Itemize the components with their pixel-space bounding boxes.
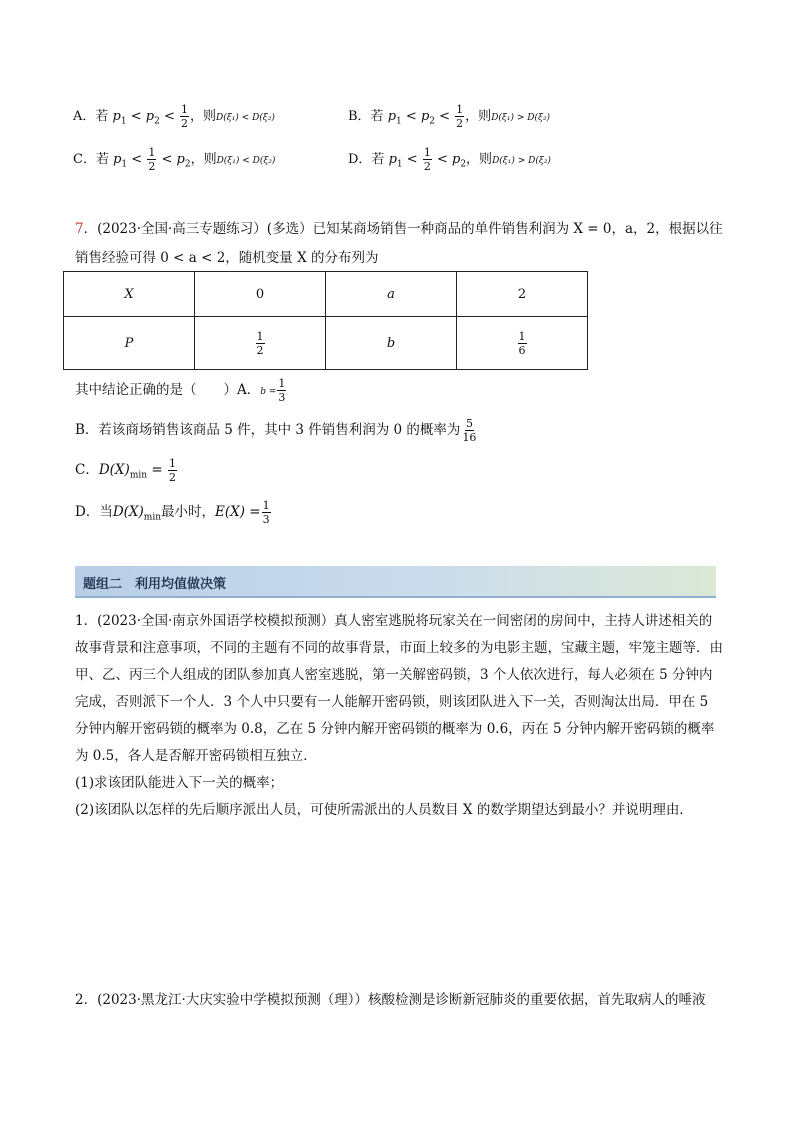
option-c-result: D(ξ₁) < D(ξ₂) [216, 156, 276, 166]
den: 3 [278, 391, 286, 404]
q7-line1 [75, 217, 723, 237]
table-row [64, 272, 588, 317]
problem-1-line: 完成，否则派下一个人．3 个人中只要有一人能解开密码锁，则该团队进入下一关，否则淘汰出局．甲在 5 [75, 694, 709, 710]
q7-option-d [75, 500, 272, 525]
d-expr2: E(X) = [215, 504, 261, 520]
then: ，则 [465, 109, 492, 124]
section-title: 题组二 利用均值做决策 [83, 577, 227, 592]
num: 1 [168, 457, 176, 470]
table-cell [457, 317, 588, 370]
section-header [75, 566, 716, 598]
den: 2 [256, 343, 264, 357]
problem-1-line: 1．(2023·全国·南京外国语学校模拟预测）真人密室逃脱将玩家关在一间密闭的房间中，主持人讲述相关的 [75, 613, 713, 629]
den: 16 [462, 431, 477, 444]
op: < [432, 152, 452, 167]
den: 6 [518, 343, 526, 357]
problem-2-line: 2．(2023·黑龙江·大庆实验中学模拟预测（理））核酸检测是诊断新冠肺炎的重要依据，首先取病人的唾液 [75, 992, 706, 1008]
option-d-label: D．若 [348, 152, 385, 167]
problem-1-line: 为 0.5，各人是否解开密码锁相互独立． [75, 748, 317, 764]
num: 1 [181, 103, 188, 116]
num: 1 [148, 146, 156, 159]
option-d-result: D(ξ₁) > D(ξ₂) [492, 156, 551, 166]
c-expr: D(X) [98, 462, 130, 478]
op: < [157, 152, 177, 167]
q7-line2: 销售经验可得 0 < a < 2，随机变量 X 的分布列为 [75, 250, 379, 266]
min-sub: min [129, 470, 148, 481]
fraction-third [262, 500, 271, 525]
op: < [435, 109, 455, 124]
den: 2 [423, 160, 431, 173]
table-row [64, 317, 588, 370]
question-number: 7 [75, 221, 84, 237]
option-c: C．若 $p_1$ < $\frac{1}{2}$ < $p_2$，则D(ξ₁) < D(ξ₂) [73, 146, 276, 173]
num: 1 [278, 377, 286, 390]
table-cell: a [326, 272, 457, 317]
q7-option-b [75, 418, 478, 443]
fraction-half [147, 147, 156, 172]
num: 1 [456, 103, 464, 116]
d-mid: 最小时， [161, 504, 216, 520]
problem-1-subquestion: (1)求该团队能进入下一关的概率； [75, 775, 284, 791]
a-expr: b = [260, 387, 277, 397]
problem-1-line: 甲、乙、丙三个人组成的团队参加真人密室逃脱，第一关解密码锁，3 个人依次进行，每人必须在 5 分钟内 [75, 667, 713, 683]
table-cell: P [64, 317, 195, 370]
den: 2 [168, 471, 176, 484]
op: < [402, 152, 422, 167]
then: ，则 [190, 109, 217, 124]
den: 2 [148, 160, 156, 173]
num: 1 [423, 146, 431, 159]
problem-1-line: 分钟内解开密码锁的概率为 0.8，乙在 5 分钟内解开密码锁的概率为 0.6，丙在 5 分钟内解开密码锁的概率 [75, 721, 715, 737]
d-expr: D(X) [112, 504, 144, 520]
den: 2 [181, 117, 188, 130]
then: ，则 [190, 152, 217, 167]
then: ，则 [466, 152, 493, 167]
problem-1 [75, 608, 723, 824]
fraction-half [423, 147, 432, 172]
c-label: C． [75, 462, 99, 478]
b-text: B．若该商场销售该商品 5 件，其中 3 件销售利润为 0 的概率为 [75, 422, 461, 438]
problem-1-subquestion: (2)该团队以怎样的先后顺序派出人员，可使所需派出的人员数目 X 的数学期望达到最小？并说明理由． [75, 802, 693, 818]
num: 1 [262, 499, 270, 512]
table-cell: X [64, 272, 195, 317]
conclusion-text: 其中结论正确的是（ ）A． [75, 382, 261, 398]
d-label: D．当 [75, 504, 113, 520]
den: 3 [262, 513, 270, 526]
op: < [401, 109, 421, 124]
option-a: A．若 $p_1 < p_2$ < $\frac{1}{2}$ ，则D(ξ₁) < D(ξ₂) [73, 103, 275, 130]
table-cell: 2 [457, 272, 588, 317]
op: < [159, 109, 179, 124]
table-cell: b [326, 317, 457, 370]
option-b-result: D(ξ₁) > D(ξ₂) [491, 113, 551, 123]
fraction-half [256, 331, 265, 356]
option-b: B．若 $p_1 < p_2$ < $\frac{1}{2}$ ，则D(ξ₁) > D(ξ₂) [348, 103, 551, 130]
table-cell [195, 317, 326, 370]
q7-conclusion [75, 378, 287, 403]
fraction-5-16 [461, 418, 477, 443]
num: 1 [518, 329, 526, 343]
num: 1 [256, 329, 264, 343]
q7-text: ．(2023·全国·高三专题练习）(多选）已知某商场销售一种商品的单件销售利润为 X = 0，a，2，根据以往 [83, 221, 723, 237]
num: 5 [465, 417, 473, 430]
option-c-label: C．若 [73, 152, 109, 167]
option-a-label: A．若 [73, 109, 109, 124]
op: < [126, 109, 146, 124]
op: < [127, 152, 147, 167]
fraction-half [455, 104, 464, 129]
min-sub: min [143, 512, 162, 523]
problem-1-line: 故事背景和注意事项，不同的主题有不同的故事背景，市面上较多的为电影主题，宝藏主题，牢笼主题等．由 [75, 640, 723, 656]
distribution-table [63, 271, 588, 370]
option-b-label: B．若 [348, 109, 384, 124]
den: 2 [456, 117, 464, 130]
fraction-sixth [518, 331, 527, 356]
option-a-result: D(ξ₁) < D(ξ₂) [216, 113, 275, 123]
fraction-half [168, 458, 177, 483]
table-cell: 0 [195, 272, 326, 317]
fraction-half [180, 104, 189, 129]
option-d: D．若 $p_1$ < $\frac{1}{2}$ < $p_2$，则D(ξ₁) > D(ξ₂) [348, 146, 551, 173]
q7-option-c: C．$D(X)_{min}$ = $\frac{1}{2}$ [75, 457, 176, 484]
fraction-third [277, 378, 286, 403]
